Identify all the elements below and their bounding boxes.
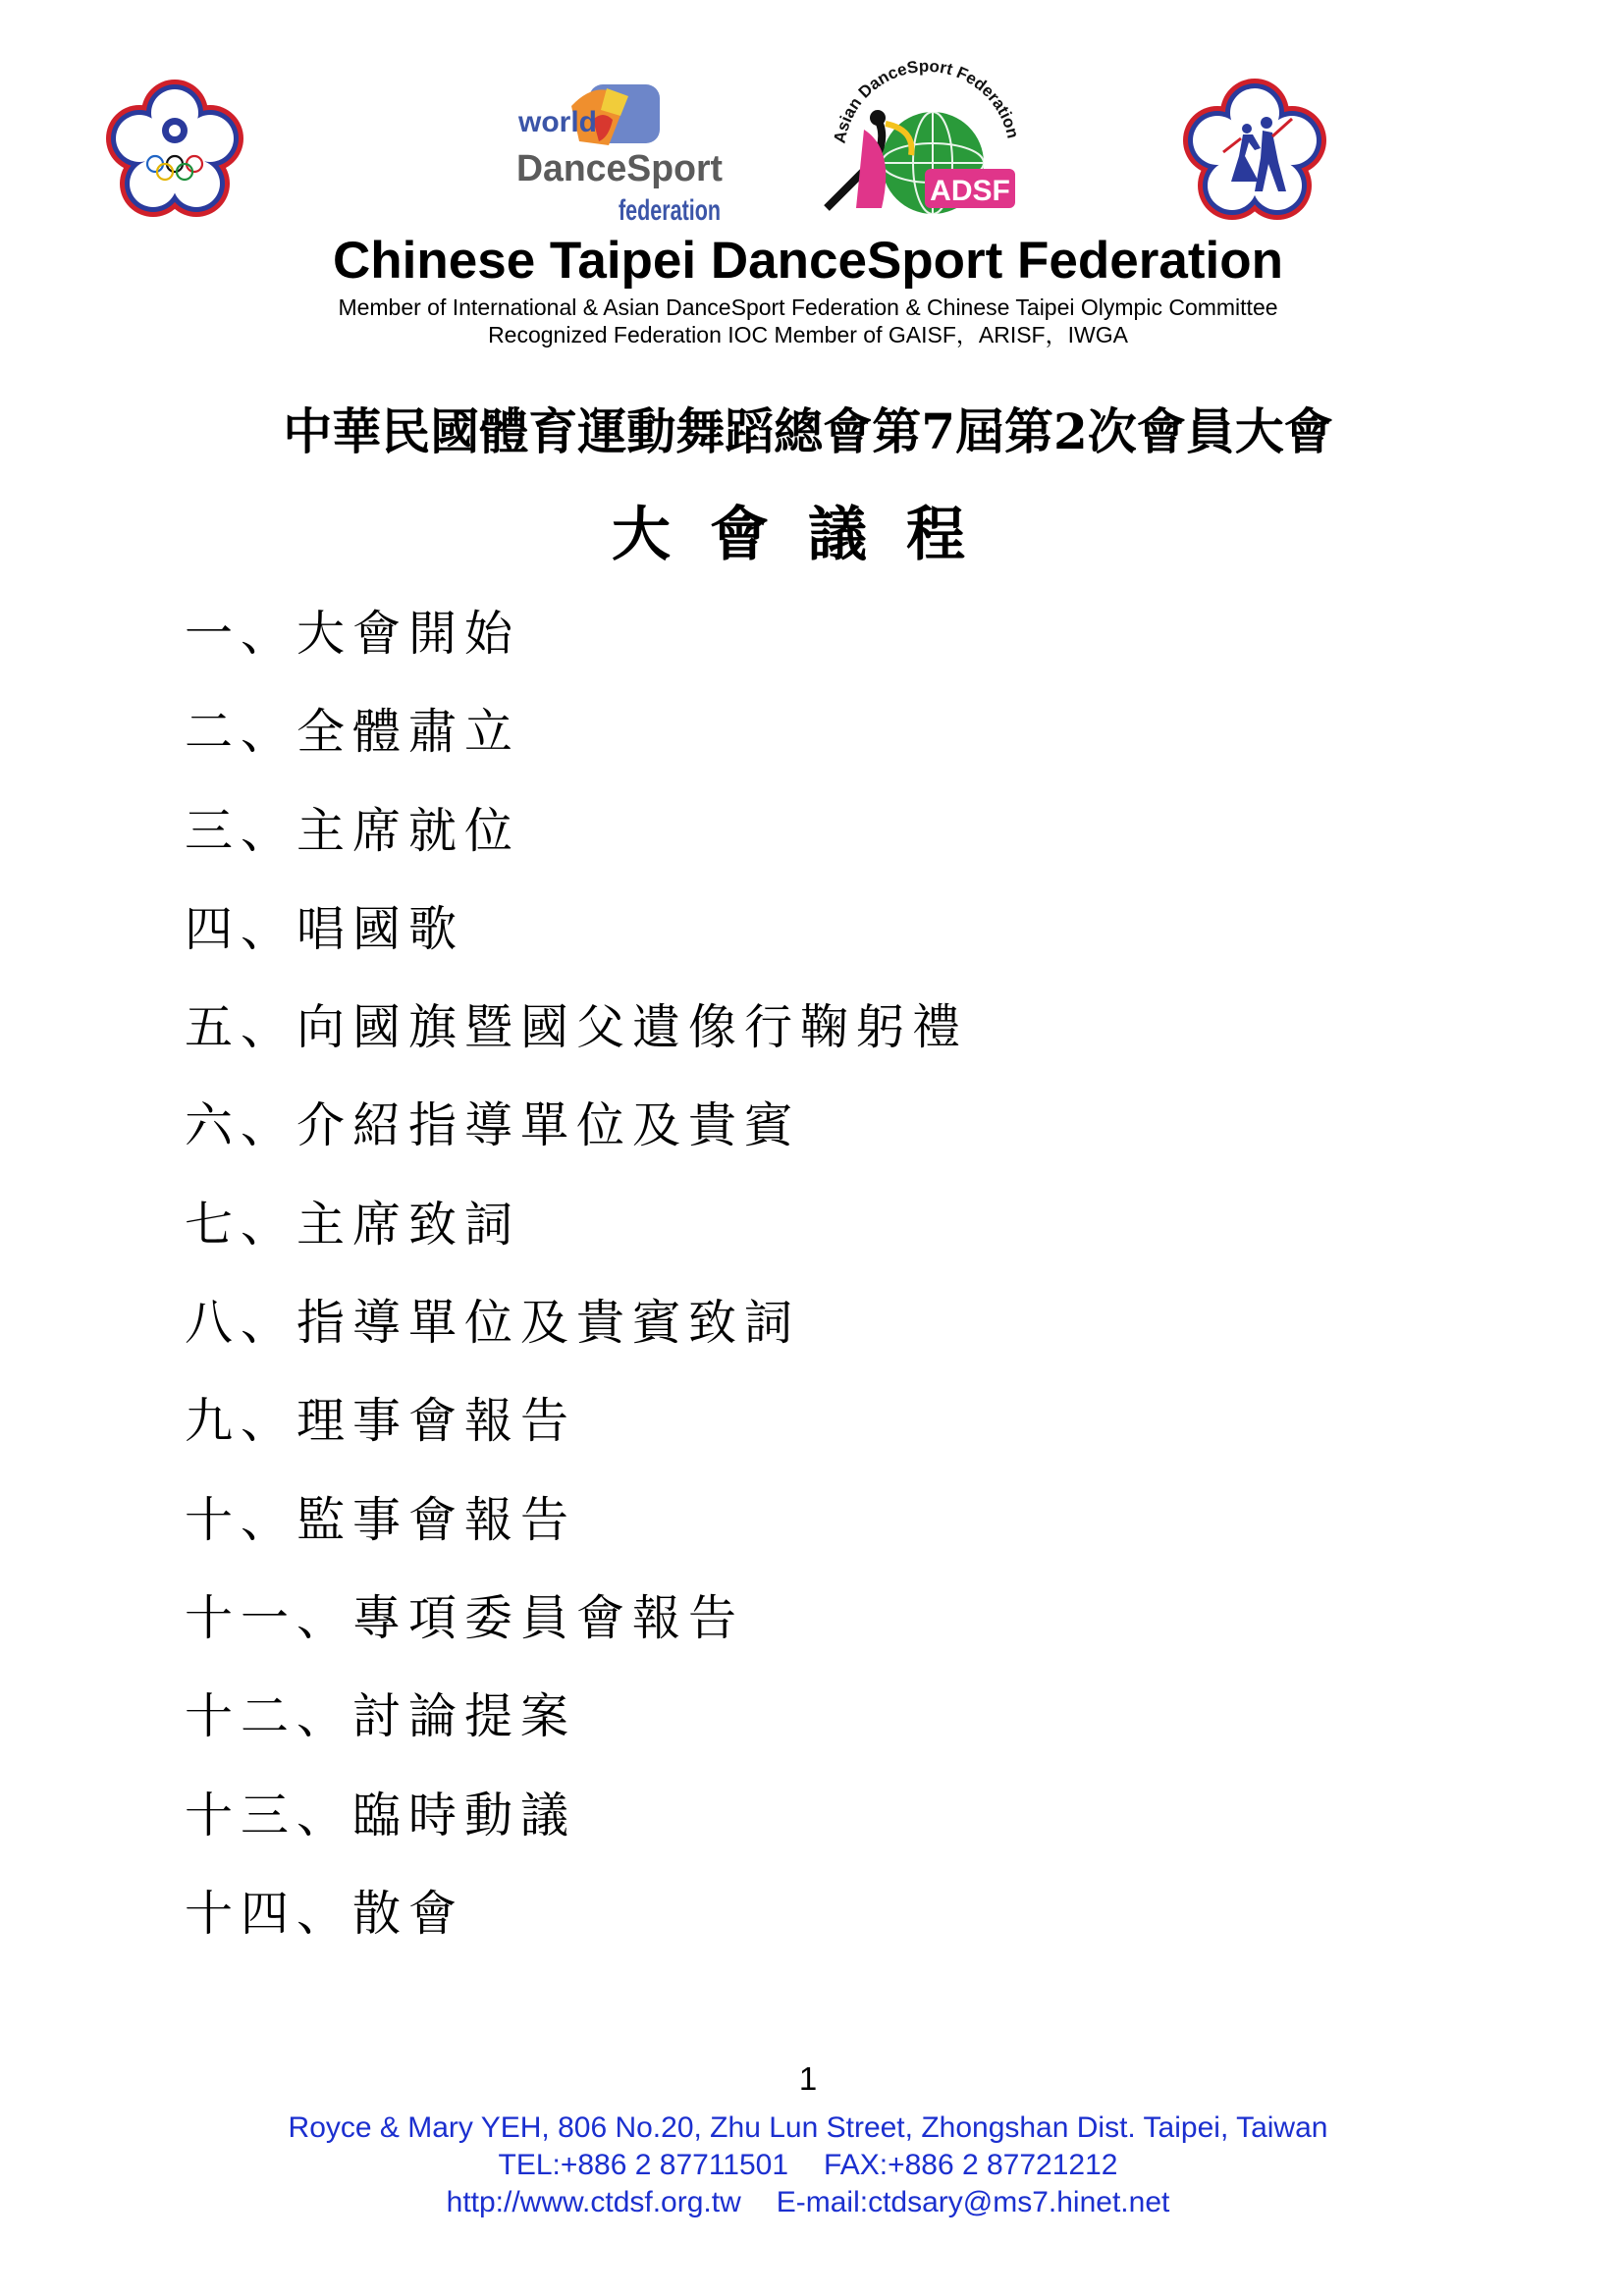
- agenda-item: 六、介紹指導單位及貴賓: [185, 1097, 801, 1154]
- agenda-heading: 大會議程: [612, 501, 1004, 569]
- agenda-item: 八、指導單位及貴賓致詞: [185, 1295, 801, 1352]
- footer-tel: TEL:+886 2 87711501: [498, 2149, 789, 2181]
- meeting-title: 中華民國體育運動舞蹈總會第7屆第2次會員大會: [283, 402, 1333, 460]
- footer-web-line: [0, 2184, 1616, 2221]
- adsf-logo: [817, 61, 1033, 218]
- agenda-item: 十四、散會: [185, 1885, 465, 1942]
- ctdsf-plum-logo: [1176, 74, 1333, 231]
- footer-website-link[interactable]: http://www.ctdsf.org.tw: [446, 2186, 741, 2218]
- agenda-item: 十、監事會報告: [185, 1491, 577, 1548]
- footer-email-link[interactable]: E-mail:ctdsary@ms7.hinet.net: [776, 2186, 1170, 2218]
- membership-line: Member of International & Asian DanceSport Federation & Chinese Taipei Olympic Committee: [338, 294, 1278, 320]
- agenda-item: 十一、專項委員會報告: [185, 1589, 745, 1646]
- agenda-item: 五、向國旗暨國父遺像行鞠躬禮: [185, 999, 969, 1056]
- agenda-item: 二、全體肅立: [185, 704, 521, 761]
- footer-contact: [0, 2109, 1616, 2221]
- wdsf-logo-world: world: [518, 106, 597, 138]
- chinese-taipei-olympic-logo: [98, 74, 251, 227]
- adsf-globe-icon: [817, 61, 1033, 218]
- adsf-logo-badge: ADSF: [930, 175, 1010, 207]
- agenda-item: 十二、討論提案: [185, 1688, 577, 1745]
- wdsf-emblem-icon: [511, 77, 731, 229]
- wdsf-logo-dancesport: DanceSport: [516, 148, 724, 189]
- plum-blossom-icon: [98, 74, 251, 227]
- footer-address: Royce & Mary YEH, 806 No.20, Zhu Lun Street, Zhongshan Dist. Taipei, Taiwan: [288, 2111, 1328, 2144]
- org-name: Chinese Taipei DanceSport Federation: [333, 232, 1283, 290]
- wdsf-logo-federation: federation: [619, 194, 721, 227]
- footer-phone-line: [0, 2147, 1616, 2184]
- agenda-item: 十三、臨時動議: [185, 1787, 577, 1843]
- page-number: 1: [798, 2060, 818, 2097]
- agenda-item: 七、主席致詞: [185, 1196, 521, 1253]
- dancers-plum-icon: [1176, 74, 1333, 231]
- footer-fax: FAX:+886 2 87721212: [824, 2149, 1118, 2181]
- agenda-list: [185, 593, 968, 1971]
- wdsf-logo: [511, 77, 731, 229]
- agenda-item: 一、大會開始: [185, 606, 521, 662]
- recognition-line: Recognized Federation IOC Member of GAISF，ARISF，IWGA: [488, 322, 1128, 347]
- agenda-item: 九、理事會報告: [185, 1393, 577, 1450]
- adsf-logo-arc-text: Asian DanceSport Federation: [830, 61, 1023, 145]
- agenda-item: 四、唱國歌: [185, 900, 465, 957]
- agenda-item: 三、主席就位: [185, 802, 521, 859]
